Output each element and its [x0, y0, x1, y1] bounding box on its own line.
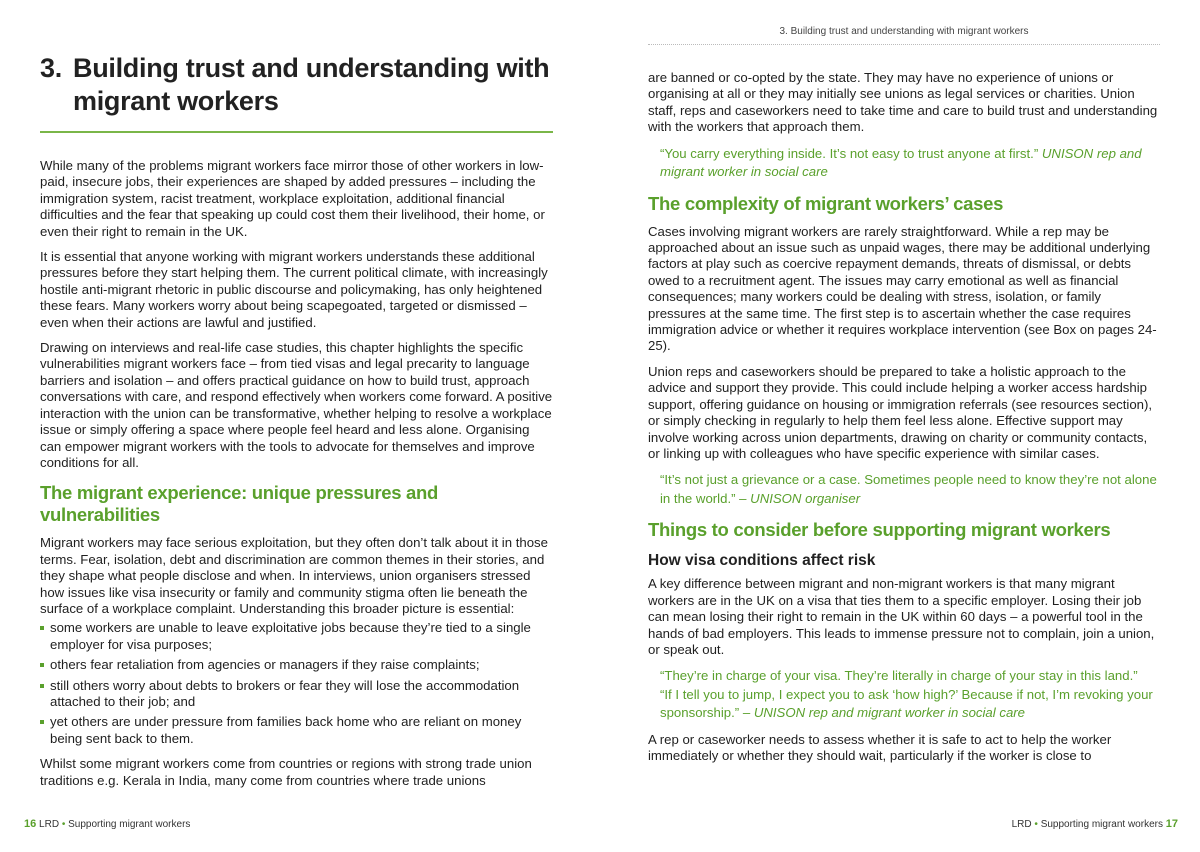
- heading-things-to-consider: Things to consider before supporting migrant workers: [648, 519, 1111, 541]
- right-footer: [1012, 818, 1178, 830]
- quote-attribution: UNISON rep and migrant worker in social care: [660, 145, 1142, 180]
- complexity-paragraph-1: Cases involving migrant workers are rarely straightforward. While a rep may be approached about an issue such as unpaid wages, there may be additional underlying factors at play such as coercive repayment demands, threats of dismissal, or debts owed to a recruitment agent. The issues may carry emotional as well as financial consequences; many workers could be dealing with stress, isolation, or family pressures at the same time. The first step is to ascertain whether the case requires immigration advice or whether it requires workplace intervention (see Box on pages 24-25).: [648, 223, 1157, 354]
- quote-line-1: “They’re in charge of your visa. They’re literally in charge of your stay in this land.”: [660, 668, 1138, 684]
- running-head: 3. Building trust and understanding with migrant workers: [779, 26, 1029, 37]
- running-head-divider: [648, 44, 1160, 45]
- quote-text: “You carry everything inside. It’s not easy to trust anyone at first.”: [660, 145, 1039, 161]
- section-paragraph: Migrant workers may face serious exploitation, but they often don’t talk about it in those terms. Fear, isolation, debt and discrimination are common themes in their stories, and they shape what people disclose and when. In interviews, union organisers stressed how issues like visa insecurity or family and community stigma often lie beneath the surface of a workplace complaint. Understanding this broader picture is essential:: [40, 535, 548, 616]
- quote-2: [660, 471, 1160, 508]
- quote-text: “It’s not just a grievance or a case. Sometimes people need to know they’re not alone in the world.”: [660, 472, 1157, 506]
- footer-publication: Supporting migrant workers: [68, 819, 191, 830]
- pressures-list: [40, 620, 554, 747]
- list-item: still others worry about debts to brokers or fear they will lose the accommodation attached to their job; and: [40, 678, 554, 711]
- footer-org: LRD: [1011, 819, 1032, 830]
- final-paragraph: A rep or caseworker needs to assess whether it is safe to act to help the worker immediately or whether they should wait, particularly if the worker is close to: [648, 731, 1112, 764]
- subheading-visa-conditions: How visa conditions affect risk: [648, 552, 876, 570]
- footer-publication: Supporting migrant workers: [1040, 819, 1163, 830]
- intro-paragraph-1: While many of the problems migrant workers face mirror those of other workers in low-paid, insecure jobs, their experiences are shaped by added pressures – including the immigration system, racist treatment, workplace exploitation, additional financial difficulties and the fear that speaking up could cost them their livelihood, their home, or even their right to remain in the UK.: [40, 158, 545, 239]
- visa-paragraph: A key difference between migrant and non-migrant workers is that many migrant workers are in the UK on a visa that ties them to a specific employer. Losing their job can mean losing their right to remain in the UK within 60 days – a powerful tool in the hands of bad employers. This leads to immense pressure not to complain, join a union, or speak out.: [648, 576, 1155, 657]
- quote-attribution: – UNISON organiser: [739, 490, 861, 506]
- quote-attribution: – UNISON rep and migrant worker in social care: [742, 705, 1026, 721]
- chapter-number: 3.: [40, 53, 62, 83]
- footer-bullet: •: [61, 819, 66, 830]
- footer-org: LRD: [39, 819, 60, 830]
- section-heading-migrant-experience: The migrant experience: unique pressures and vulnerabilities: [40, 482, 439, 526]
- chapter-title-text: Building trust and understanding with migrant workers: [73, 53, 550, 116]
- list-item: yet others are under pressure from families back home who are reliant on money being sent back to them.: [40, 714, 554, 747]
- quote-3: [660, 667, 1160, 723]
- list-item: some workers are unable to leave exploitative jobs because they’re tied to a single employer for visa purposes;: [40, 620, 554, 653]
- intro-paragraph-2: It is essential that anyone working with migrant workers understands these additional pressures before they start helping them. The current political climate, with increasingly hostile anti-migrant rhetoric in public discourse and policymaking, has only heightened these fears. Many workers worry about being scapegoated, targeted or dismissed – even when their actions are lawful and justified.: [40, 249, 548, 330]
- quote-1: [660, 145, 1160, 182]
- page-number: 16: [24, 818, 37, 830]
- chapter-title: [40, 52, 560, 118]
- right-page: [600, 0, 1200, 852]
- page-number: 17: [1165, 818, 1178, 830]
- title-underline: [40, 131, 553, 133]
- left-footer: [24, 818, 190, 830]
- closing-paragraph: Whilst some migrant workers come from countries or regions with strong trade union traditions e.g. Kerala in India, many come from countries where trade unions: [40, 756, 532, 788]
- list-item: others fear retaliation from agencies or managers if they raise complaints;: [40, 657, 554, 673]
- footer-bullet: •: [1034, 819, 1038, 830]
- heading-complexity: The complexity of migrant workers’ cases: [648, 192, 1004, 214]
- intro-paragraph-3: Drawing on interviews and real-life case studies, this chapter highlights the specific vulnerabilities migrant workers face – from tied visas and legal precarity to language barriers and isolation – and offers practical guidance on how to build trust, approach conversations with care, and respond effectively when workers come forward. A positive interaction with the union can be transformative, whether helping to resolve a workplace issue or simply offering a space where people feel heard and less alone. Organising can empower migrant workers with the tools to advocate for themselves and improve conditions for all.: [40, 340, 553, 470]
- complexity-paragraph-2: Union reps and caseworkers should be prepared to take a holistic approach to the advice and support they provide. This could include helping a worker access hardship support, offering guidance on housing or immigration referrals (see resources section), or simply checking in regularly to help them feel less alone. Effective support may involve working across union departments, drawing on charity or community contacts, or linking up with colleagues who have specific experience with similar cases.: [648, 363, 1153, 461]
- continued-paragraph: are banned or co-opted by the state. They may have no experience of unions or organising at all or they may initially see unions as legal services or charities. Union staff, reps and caseworkers need to take time and care to build trust and understanding with the workers that approach them.: [648, 70, 1158, 135]
- left-column: [40, 158, 554, 798]
- right-column: [648, 70, 1160, 774]
- quote-line-2: “If I tell you to jump, I expect you to ask ‘how high?’ Because if not, I’m revoking your sponsorship.”: [660, 686, 1153, 721]
